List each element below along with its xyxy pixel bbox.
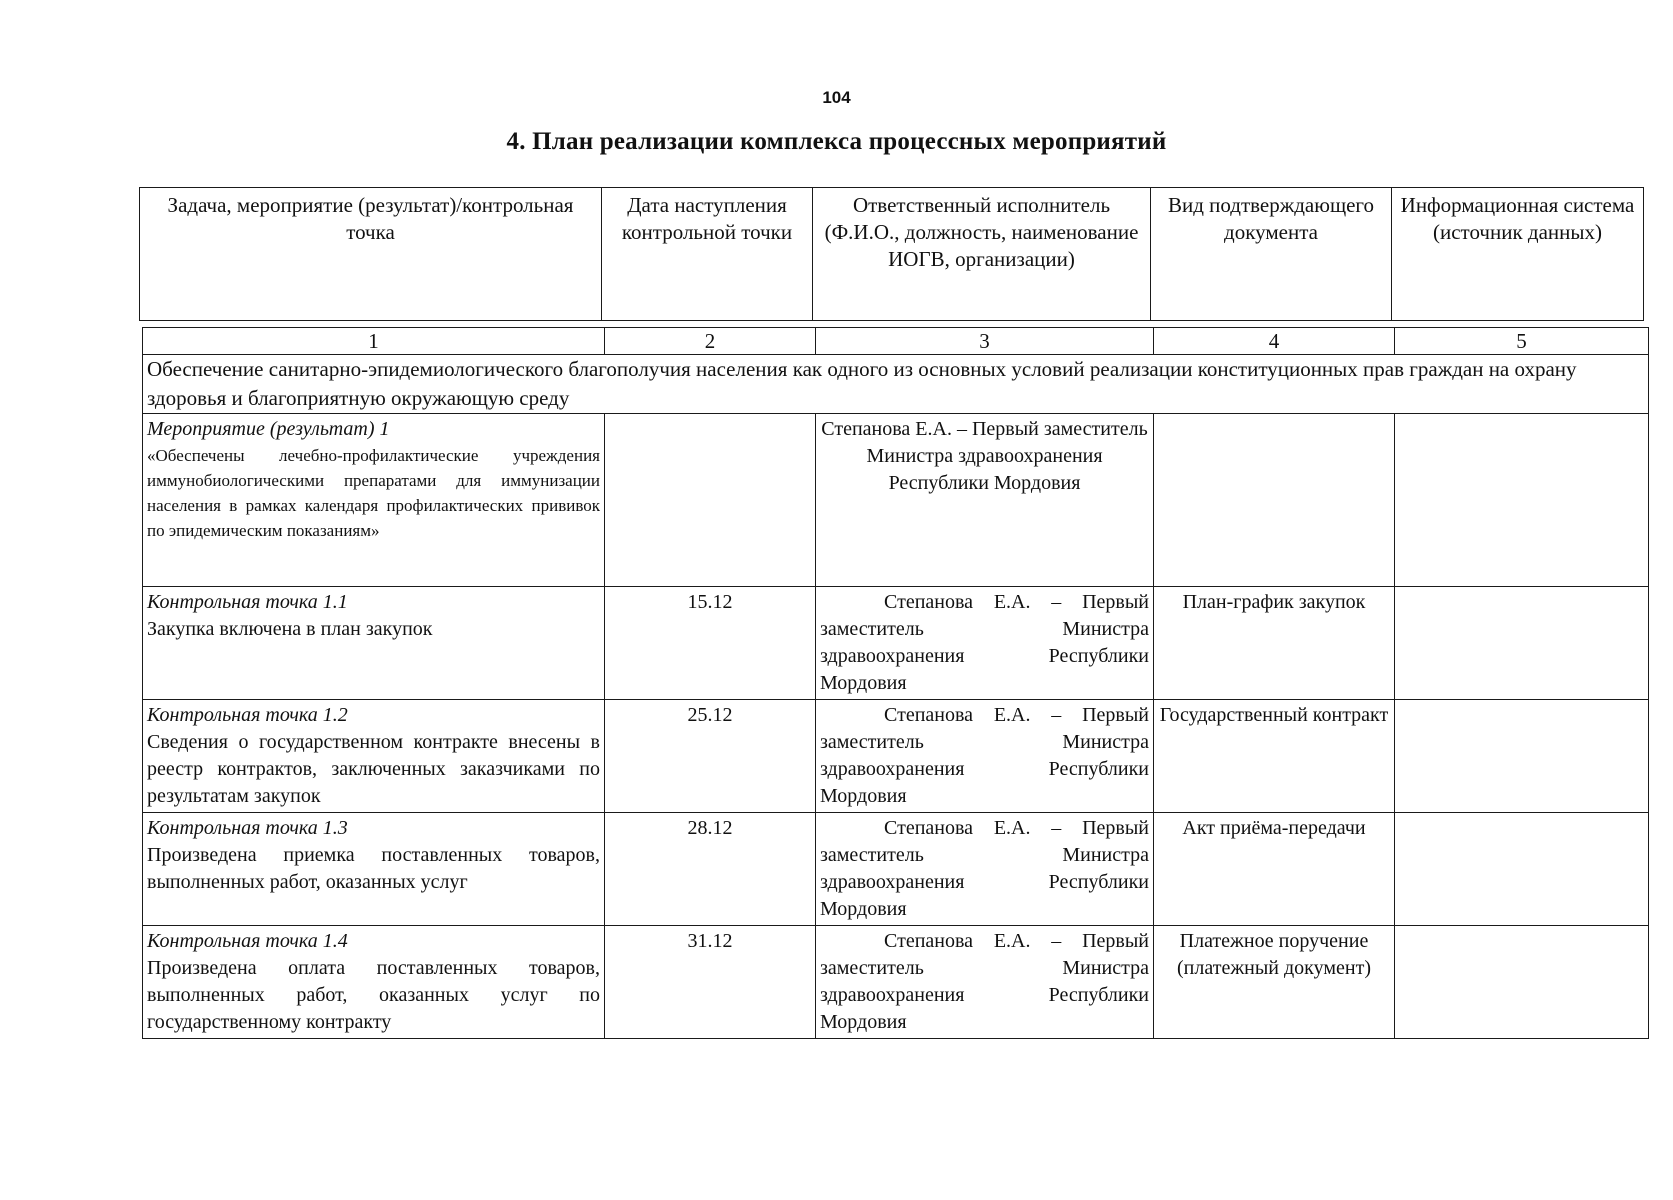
date-cell: 15.12 [605,587,816,700]
task-heading: Контрольная точка 1.4 [147,930,348,952]
document-cell [1154,414,1395,587]
task-cell [143,813,605,926]
executor-text: Степанова Е.А. – Первый заместитель Министра здравоохранения Республики Мордовия [820,591,1149,694]
task-heading: Мероприятие (результат) 1 [147,418,390,440]
document-title: 4. План реализации комплекса процессных мероприятий [506,128,1167,155]
date-cell: 28.12 [605,813,816,926]
table-row [143,414,1649,587]
executor-cell: Степанова Е.А. – Первый заместитель Министра здравоохранения Республики Мордовия [816,414,1154,587]
page-number: 104 [822,88,851,107]
section-row [143,355,1649,414]
column-number-row [143,328,1649,355]
task-cell [143,926,605,1039]
document-cell: План-график закупок [1154,587,1395,700]
document-cell: Государственный контракт [1154,700,1395,813]
executor-text: Степанова Е.А. – Первый заместитель Министра здравоохранения Республики Мордовия [820,704,1149,807]
system-cell [1395,414,1649,587]
date-cell: 31.12 [605,926,816,1039]
column-number: 5 [1395,328,1649,355]
task-description: Произведена оплата поставленных товаров, выполненных работ, оказанных услуг по государственному контракту [147,957,600,1033]
column-number: 4 [1154,328,1395,355]
header-executor: Ответственный исполнитель (Ф.И.О., должность, наименование ИОГВ, организации) [813,188,1151,321]
task-heading: Контрольная точка 1.1 [147,591,348,613]
column-number: 2 [605,328,816,355]
table-row [143,587,1649,700]
task-description: «Обеспечены лечебно-профилактические учреждения иммунобиологическими препаратами для иммунизации населения в рамках календаря профилактических прививок по эпидемическим показаниям» [147,446,600,540]
date-cell [605,414,816,587]
task-heading: Контрольная точка 1.3 [147,817,348,839]
task-description: Закупка включена в план закупок [147,618,433,640]
task-description: Сведения о государственном контракте внесены в реестр контрактов, заключенных заказчиками по результатам закупок [147,731,600,807]
system-cell [1395,587,1649,700]
task-cell [143,414,605,587]
header-date: Дата наступления контрольной точки [602,188,813,321]
header-table [139,187,1644,321]
task-heading: Контрольная точка 1.2 [147,704,348,726]
column-number: 3 [816,328,1154,355]
header-document: Вид подтверждающего документа [1151,188,1392,321]
table-row [143,700,1649,813]
system-cell [1395,926,1649,1039]
header-row [140,188,1644,321]
system-cell [1395,813,1649,926]
table-row [143,926,1649,1039]
executor-cell [816,700,1154,813]
plan-table [142,327,1649,1039]
table-row [143,813,1649,926]
task-description: Произведена приемка поставленных товаров, выполненных работ, оказанных услуг [147,844,600,893]
executor-cell [816,926,1154,1039]
document-cell: Платежное поручение (платежный документ) [1154,926,1395,1039]
executor-text: Степанова Е.А. – Первый заместитель Министра здравоохранения Республики Мордовия [820,930,1149,1033]
header-task: Задача, мероприятие (результат)/контрольная точка [140,188,602,321]
header-system: Информационная система (источник данных) [1392,188,1644,321]
executor-text: Степанова Е.А. – Первый заместитель Министра здравоохранения Республики Мордовия [820,817,1149,920]
executor-cell [816,587,1154,700]
date-cell: 25.12 [605,700,816,813]
task-cell [143,587,605,700]
section-title: Обеспечение санитарно-эпидемиологического благополучия населения как одного из основных условий реализации конституционных прав граждан на охрану здоровья и благоприятную окружающую среду [143,355,1649,414]
column-number: 1 [143,328,605,355]
executor-cell [816,813,1154,926]
document-cell: Акт приёма-передачи [1154,813,1395,926]
system-cell [1395,700,1649,813]
task-cell [143,700,605,813]
